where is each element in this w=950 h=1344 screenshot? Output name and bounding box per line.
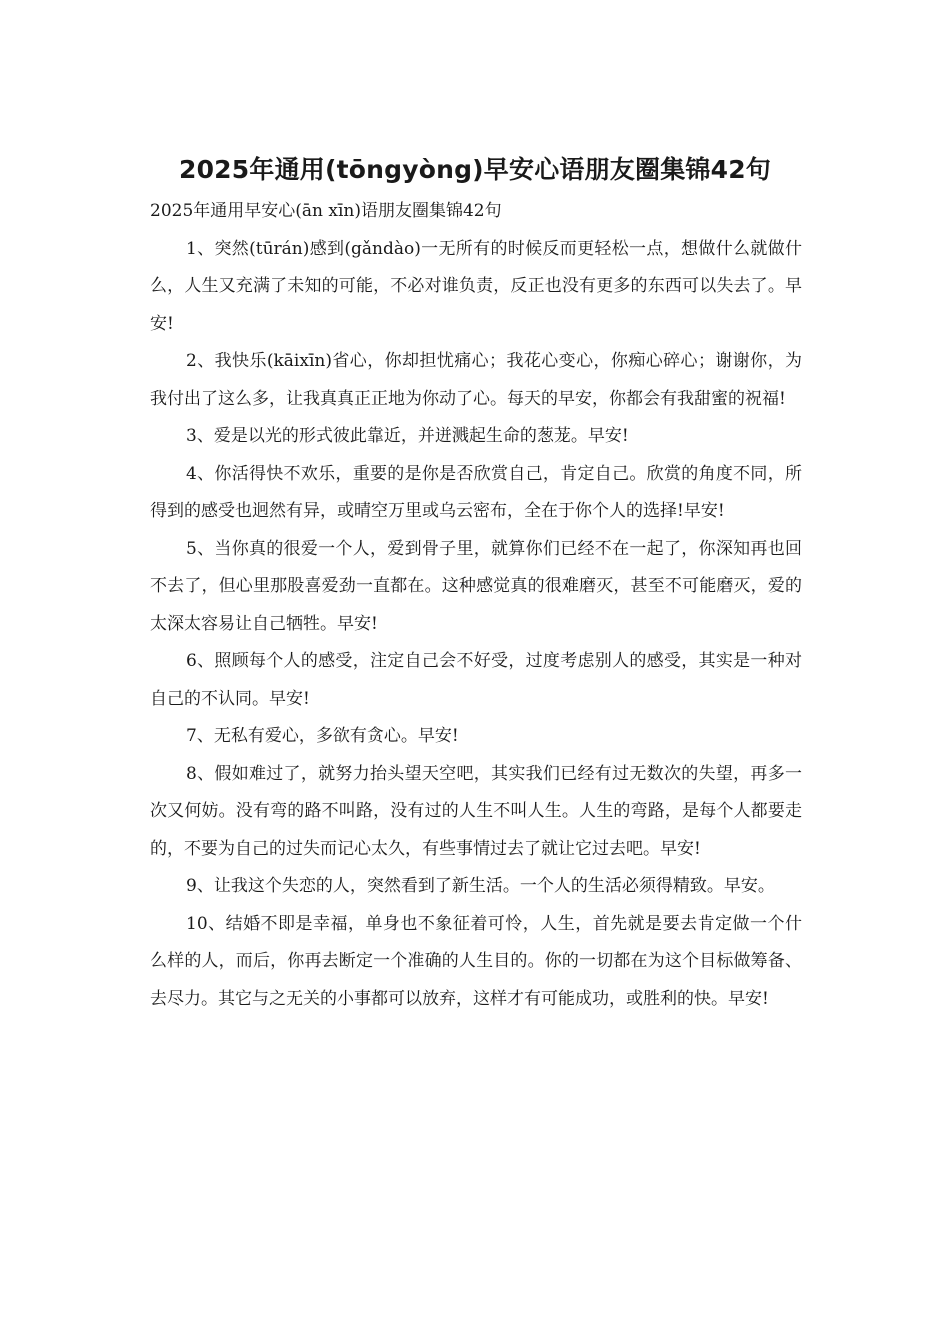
quote-paragraph-8: 8、假如难过了，就努力抬头望天空吧，其实我们已经有过无数次的失望，再多一次又何妨。没有弯的路不叫路，没有过的人生不叫人生。人生的弯路，是每个人都要走的，不要为自己的过失而记心太久，有些事情过去了就让它过去吧。早安! [150,763,802,859]
quote-paragraph-6: 6、照顾每个人的感受，注定自己会不好受，过度考虑别人的感受，其实是一种对自己的不认同。早安! [150,651,802,709]
quote-paragraph-3: 3、爱是以光的形式彼此靠近，并迸溅起生命的葱茏。早安! [186,426,629,446]
quote-paragraph-10: 10、结婚不即是幸福，单身也不象征着可怜，人生，首先就是要去肯定做一个什么样的人，而后，你再去断定一个准确的人生目的。你的一切都在为这个目标做筹备、去尽力。其它与之无关的小事都可以放弃，这样才有可能成功，或胜利的快。早安! [150,913,802,1009]
quote-paragraph-5: 5、当你真的很爱一个人，爱到骨子里，就算你们已经不在一起了，你深知再也回不去了，但心里那股喜爱劲一直都在。这种感觉真的很难磨灭，甚至不可能磨灭，爱的太深太容易让自己牺牲。早安! [150,538,802,634]
quote-paragraph-1: 1、突然(tūrán)感到(gǎndào)一无所有的时候反而更轻松一点，想做什么就做什么，人生又充满了未知的可能，不必对谁负责，反正也没有更多的东西可以失去了。早安! [150,238,802,334]
document-subtitle: 2025年通用早安心(ān xīn)语朋友圈集锦42句 [150,201,502,221]
quote-paragraph-9: 9、让我这个失恋的人，突然看到了新生活。一个人的生活必须得精致。早安。 [186,876,775,896]
page-title: 2025年通用(tōngyòng)早安心语朋友圈集锦42句 [178,155,771,184]
quote-paragraph-7: 7、无私有爱心，多欲有贪心。早安! [186,726,459,746]
quote-paragraph-2: 2、我快乐(kāixīn)省心，你却担忧痛心；我花心变心，你痴心碎心；谢谢你，为我付出了这么多，让我真真正正地为你动了心。每天的早安，你都会有我甜蜜的祝福! [150,351,802,409]
document-body [150,193,802,1018]
quote-paragraph-4: 4、你活得快不欢乐，重要的是你是否欣赏自己，肯定自己。欣赏的角度不同，所得到的感受也迥然有异，或晴空万里或乌云密布，全在于你个人的选择!早安! [150,463,802,521]
